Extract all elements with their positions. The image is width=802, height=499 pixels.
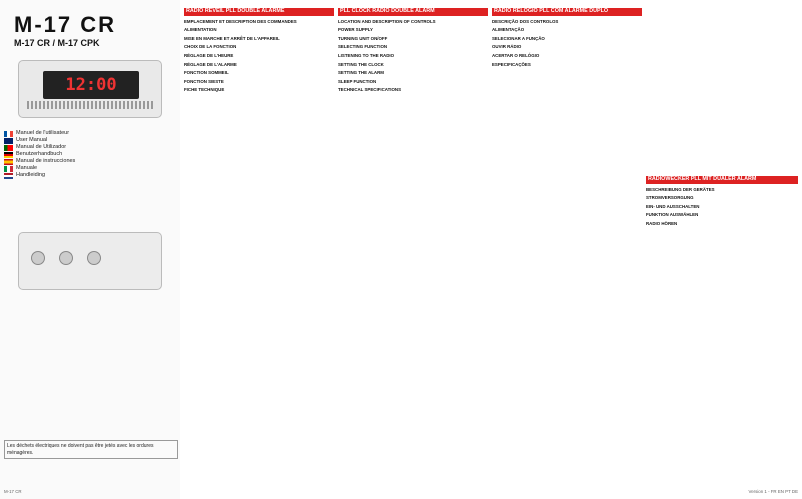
fr-sub-3: MISE EN MARCHE ET ARRÊT DE L'APPAREIL <box>184 35 280 41</box>
en-heading: PLL CLOCK RADIO DOUBLE ALARM <box>338 8 488 16</box>
flag-fr-icon <box>4 131 13 137</box>
language-list <box>4 130 178 179</box>
knob-right <box>87 251 101 265</box>
model-name: M-17 CR / M-17 CPK <box>14 38 100 48</box>
pt-sub-1: DESCRIÇÃO DOS CONTROLOS <box>492 18 559 24</box>
clock-display: 12:00 <box>43 71 139 99</box>
pt-sub-2: ALIMENTAÇÃO <box>492 27 525 33</box>
de-sub-2: STROMVERSORGUNG <box>646 195 694 201</box>
de-heading: RADIOWECKER PLL MIT DUALER ALARM <box>646 176 798 184</box>
column-en <box>338 6 488 494</box>
lang-fr: Manuel de l'utilisateur <box>16 130 70 136</box>
en-sub-2: POWER SUPPLY <box>338 27 373 33</box>
fr-sub-1: EMPLACEMENT ET DESCRIPTION DES COMMANDES <box>184 18 297 24</box>
lang-it: Manuale <box>16 165 38 171</box>
de-sub-1: BESCHREIBUNG DER GERÄTES <box>646 186 715 192</box>
de-sub-4: FUNKTION AUSWÄHLEN <box>646 212 699 218</box>
pt-sub-5: ACERTAR O RELÓGIO <box>492 52 540 58</box>
page-footer <box>4 489 798 494</box>
column-pt <box>492 6 642 494</box>
clock-radio-front-image <box>18 60 162 118</box>
fr-sub-8: FONCTION SIESTE <box>184 78 224 84</box>
pt-sub-6: ESPECIFICAÇÕES <box>492 61 531 67</box>
en-sub-4: SELECTING FUNCTION <box>338 44 388 50</box>
lang-nl: Handleiding <box>16 172 46 178</box>
brand-logo: M-17 CR <box>14 12 117 37</box>
footer-left: M-17 CR <box>4 489 22 494</box>
pt-sub-4: OUVIR RÁDIO <box>492 44 522 50</box>
flag-nl-icon <box>4 173 13 179</box>
column-de <box>646 6 798 494</box>
clock-radio-top-image <box>18 232 162 290</box>
speaker-grille <box>27 101 155 109</box>
en-sub-9: TECHNICAL SPECIFICATIONS <box>338 87 402 93</box>
flag-es-icon <box>4 159 13 165</box>
en-sub-3: TURNING UNIT ON/OFF <box>338 35 388 41</box>
fr-sub-2: ALIMENTATION <box>184 27 217 33</box>
waste-warning-box: Les déchets électriques ne doivent pas être jetés avec les ordures ménagères. <box>4 440 178 459</box>
knob-left <box>31 251 45 265</box>
pt-heading: RÁDIO RELÓGIO PLL COM ALARME DUPLO <box>492 8 642 16</box>
lang-de: Benutzerhandbuch <box>16 151 63 157</box>
de-sub-3: EIN- UND AUSSCHALTEN <box>646 203 700 209</box>
pt-sub-3: SELECIONAR A FUNÇÃO <box>492 35 545 41</box>
lang-es: Manual de instrucciones <box>16 158 76 164</box>
en-sub-5: LISTENING TO THE RADIO <box>338 52 395 58</box>
fr-heading: RADIO RÉVEIL PLL DOUBLE ALARME <box>184 8 334 16</box>
flag-gb-icon <box>4 138 13 144</box>
lang-pt: Manual de Utilizador <box>16 144 67 150</box>
flag-de-icon <box>4 152 13 158</box>
fr-sub-9: FICHE TECHNIQUE <box>184 87 225 93</box>
footer-right: Version 1 - FR EN PT DE <box>748 489 798 494</box>
column-fr <box>184 6 334 494</box>
fr-sub-6: RÉGLAGE DE L'ALARME <box>184 61 237 67</box>
flag-it-icon <box>4 166 13 172</box>
left-cover <box>0 0 180 499</box>
fr-sub-7: FONCTION SOMMEIL <box>184 70 229 76</box>
de-sub-5: RADIO HÖREN <box>646 220 678 226</box>
en-sub-8: SLEEP FUNCTION <box>338 78 377 84</box>
lang-en: User Manual <box>16 137 48 143</box>
fr-sub-5: RÉGLAGE DE L'HEURE <box>184 52 234 58</box>
flag-pt-icon <box>4 145 13 151</box>
knob-mid <box>59 251 73 265</box>
fr-sub-4: CHOIX DE LA FONCTION <box>184 44 237 50</box>
en-sub-1: LOCATION AND DESCRIPTION OF CONTROLS <box>338 18 436 24</box>
en-sub-6: SETTING THE CLOCK <box>338 61 384 67</box>
en-sub-7: SETTING THE ALARM <box>338 70 384 76</box>
